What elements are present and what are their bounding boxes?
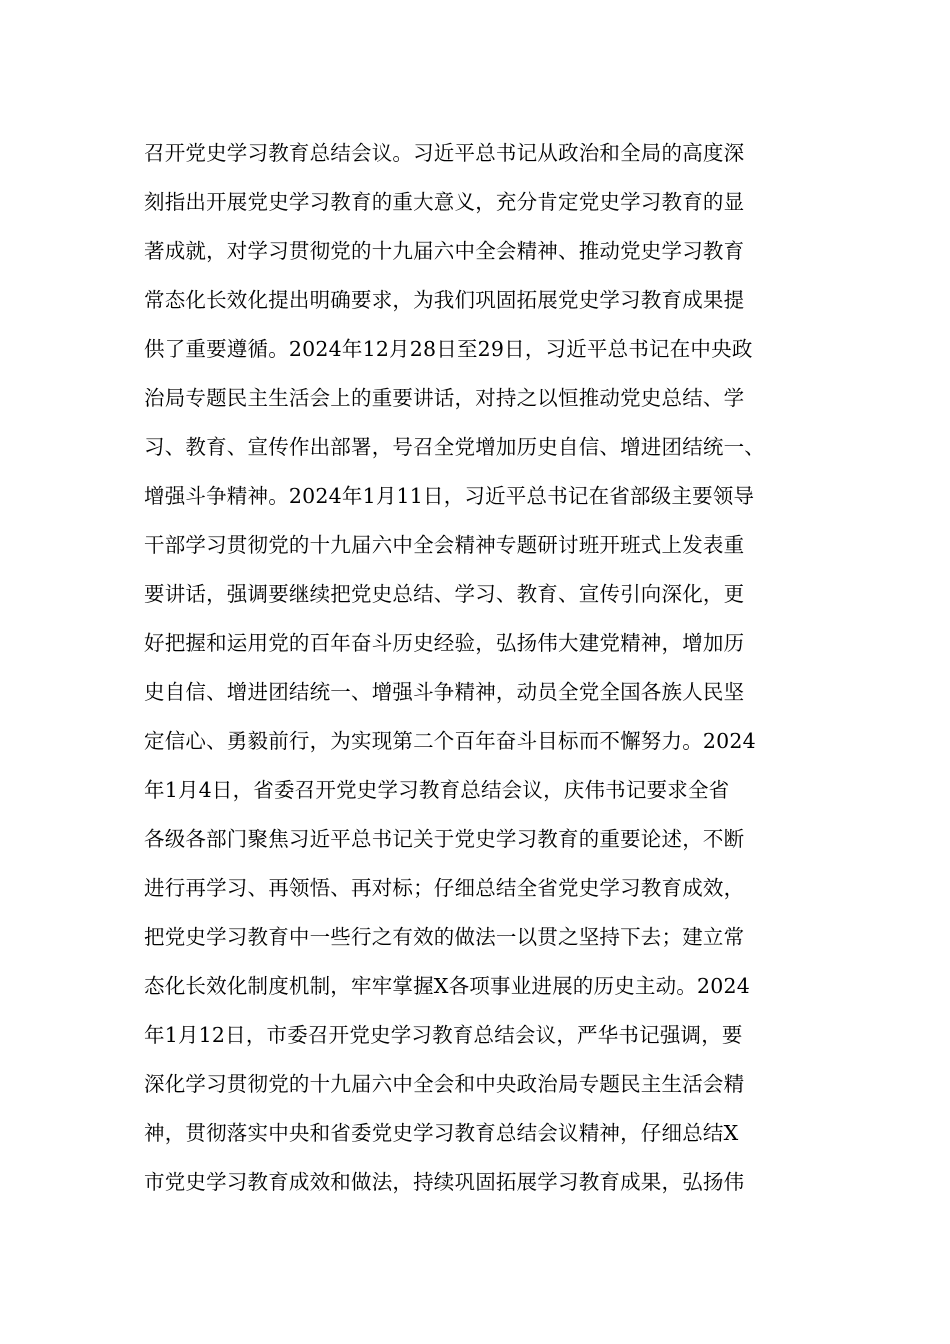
text-line: 年1月12日，市委召开党史学习教育总结会议，严华书记强调，要	[144, 1023, 743, 1047]
text-line: 各级各部门聚焦习近平总书记关于党史学习教育的重要论述，不断	[144, 827, 745, 851]
text-line: 干部学习贯彻党的十九届六中全会精神专题研讨班开班式上发表重	[144, 533, 745, 557]
text-line: 习、教育、宣传作出部署，号召全党增加历史自信、增进团结统一、	[144, 435, 765, 459]
text-line: 著成就，对学习贯彻党的十九届六中全会精神、推动党史学习教育	[144, 239, 745, 263]
text-line: 神，贯彻落实中央和省委党史学习教育总结会议精神，仔细总结X	[144, 1121, 739, 1145]
body-text	[144, 129, 834, 1207]
text-line: 刻指出开展党史学习教育的重大意义，充分肯定党史学习教育的显	[144, 190, 745, 214]
text-line: 供了重要遵循。2024年12月28日至29日，习近平总书记在中央政	[144, 337, 753, 361]
text-line: 召开党史学习教育总结会议。习近平总书记从政治和全局的高度深	[144, 141, 745, 165]
text-line: 年1月4日，省委召开党史学习教育总结会议，庆伟书记要求全省	[144, 778, 730, 802]
text-line: 定信心、勇毅前行，为实现第二个百年奋斗目标而不懈努力。2024	[144, 729, 756, 753]
text-line: 进行再学习、再领悟、再对标；仔细总结全省党史学习教育成效，	[144, 876, 745, 900]
text-line: 市党史学习教育成效和做法，持续巩固拓展学习教育成果，弘扬伟	[144, 1170, 745, 1194]
text-line: 好把握和运用党的百年奋斗历史经验，弘扬伟大建党精神，增加历	[144, 631, 745, 655]
text-line: 常态化长效化提出明确要求，为我们巩固拓展党史学习教育成果提	[144, 288, 745, 312]
text-line: 增强斗争精神。2024年1月11日，习近平总书记在省部级主要领导	[144, 484, 755, 508]
text-line: 把党史学习教育中一些行之有效的做法一以贯之坚持下去；建立常	[144, 925, 745, 949]
text-line: 要讲话，强调要继续把党史总结、学习、教育、宣传引向深化，更	[144, 582, 745, 606]
text-line: 治局专题民主生活会上的重要讲话，对持之以恒推动党史总结、学	[144, 386, 745, 410]
text-line: 态化长效化制度机制，牢牢掌握X各项事业进展的历史主动。2024	[144, 974, 750, 998]
text-line: 深化学习贯彻党的十九届六中全会和中央政治局专题民主生活会精	[144, 1072, 745, 1096]
text-line: 史自信、增进团结统一、增强斗争精神，动员全党全国各族人民坚	[144, 680, 745, 704]
